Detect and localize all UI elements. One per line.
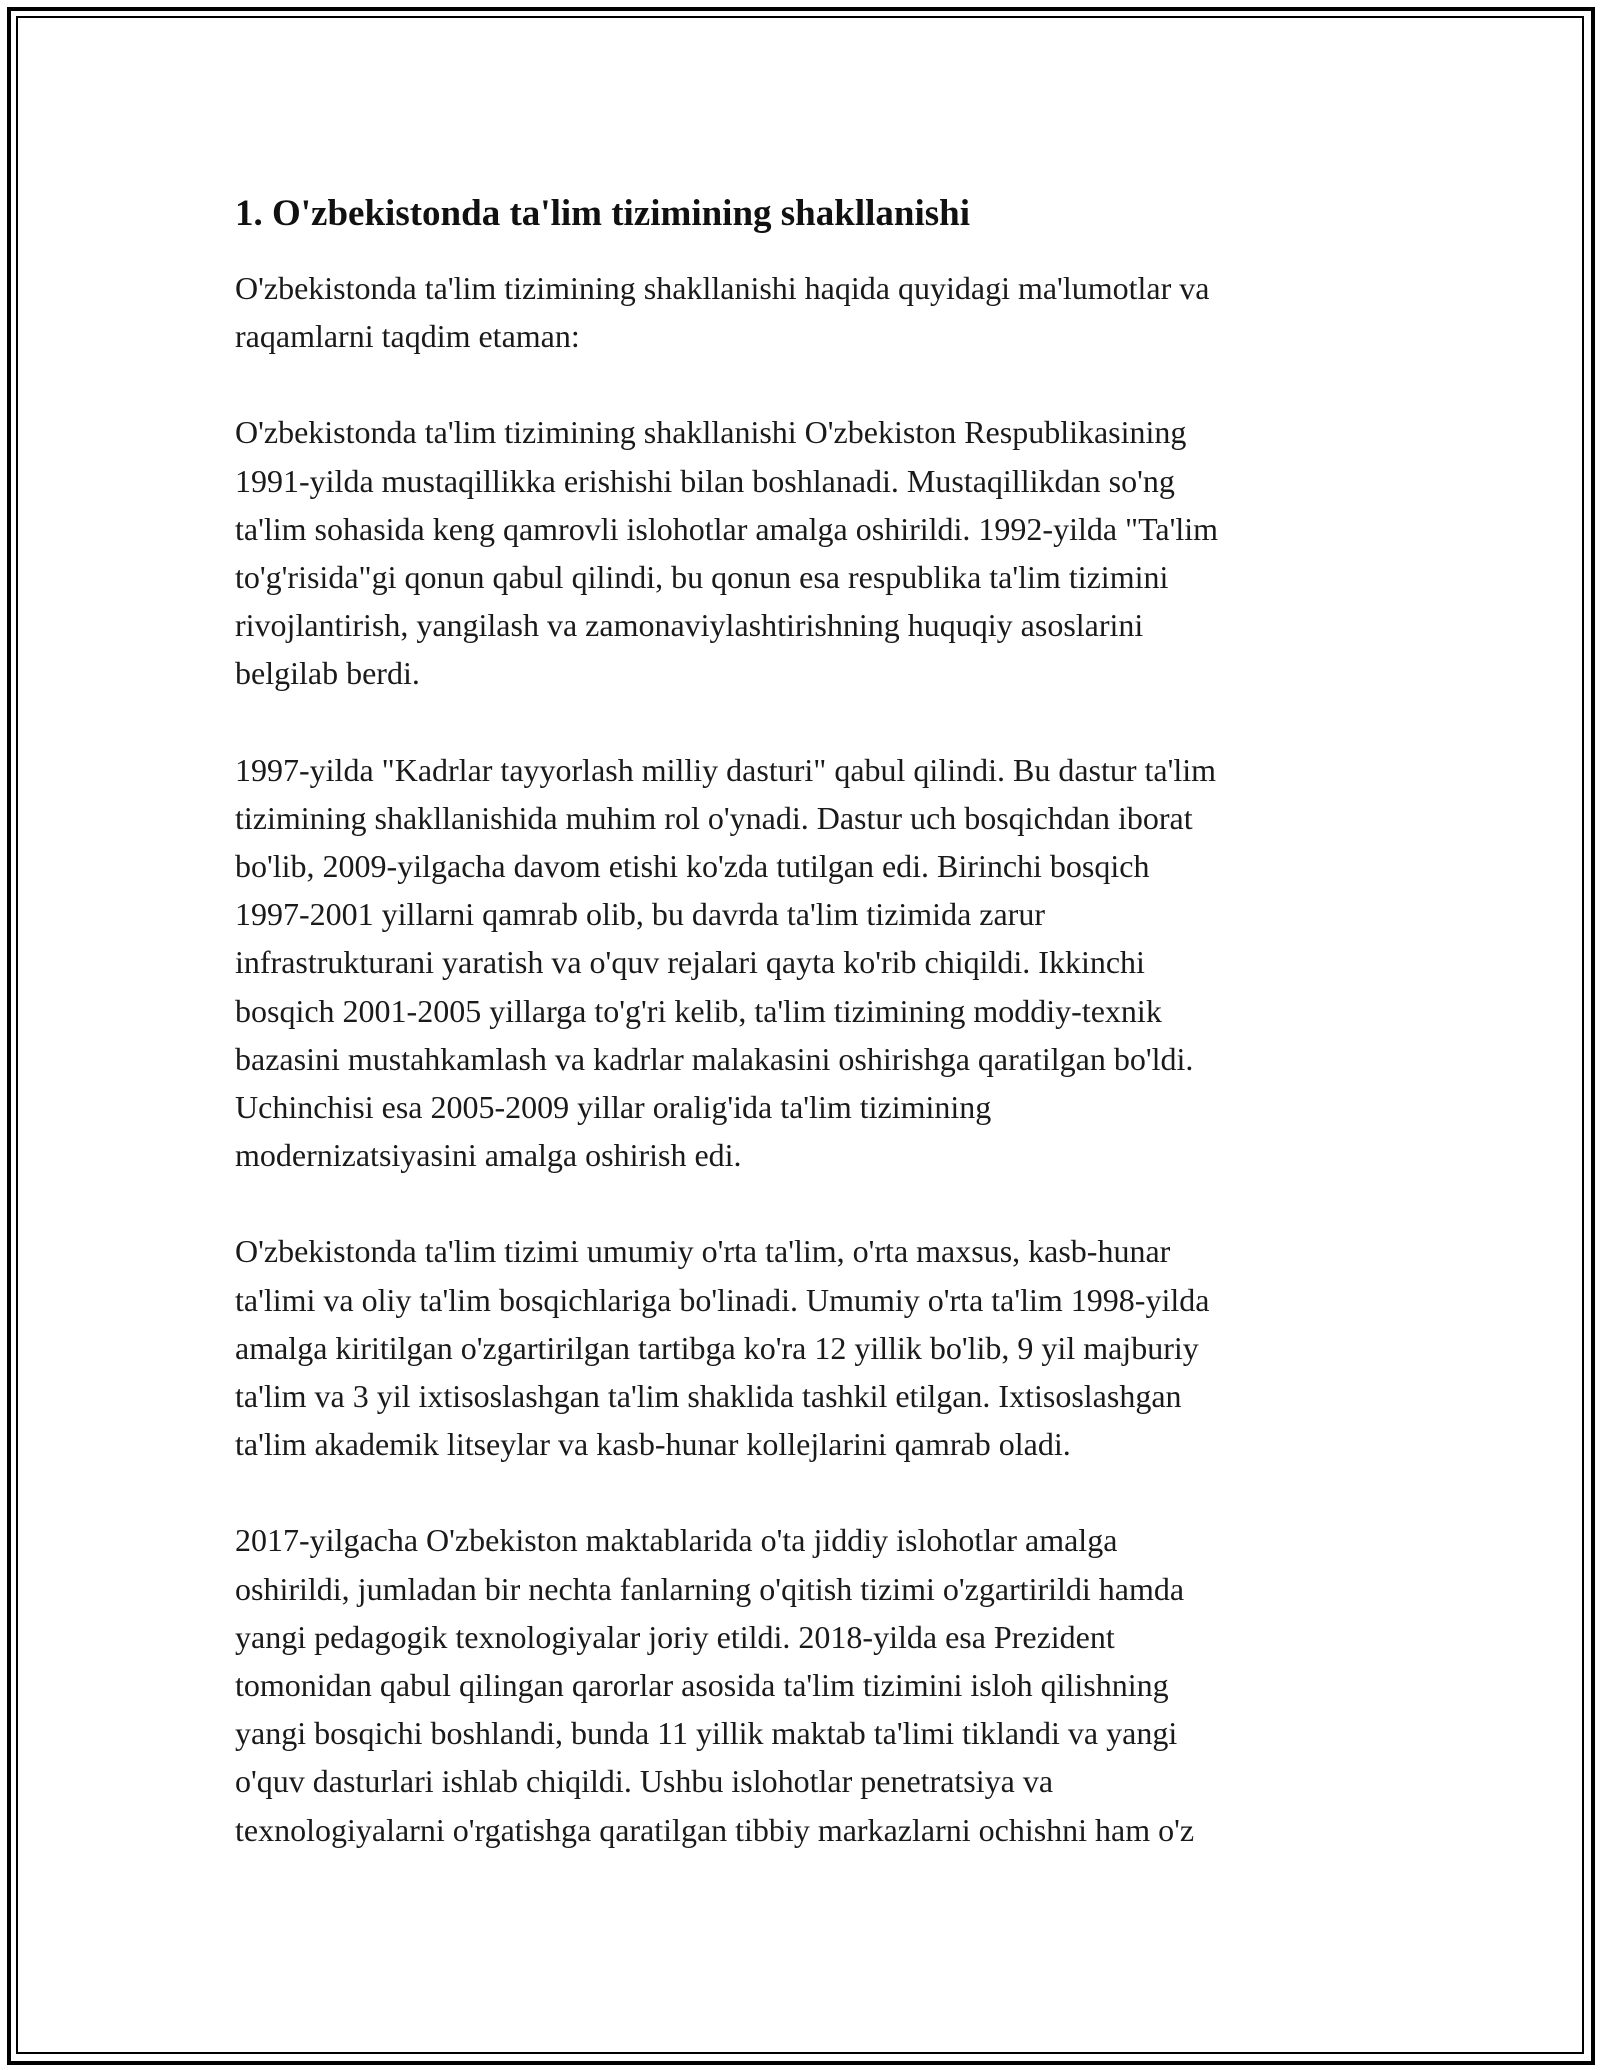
paragraph-reforms: 2017-yilgacha O'zbekiston maktablarida o'ta jiddiy islohotlar amalga oshirildi, jumladan bir nechta fanlarning o'qitish tizimi o'zgartirildi hamda yangi pedagogik texnologiyalar joriy etildi. 2018-yilda esa Prezident tomonidan qabul qilingan qarorlar asosida ta'lim tizimini isloh qilishning yangi bosqichi boshlandi, bunda 11 yillik maktab ta'limi tiklandi va yangi o'quv dasturlari ishlab chiqildi. Ushbu islohotlar penetratsiya va texnologiyalarni o'rgatishga qaratilgan tibbiy markazlarni ochishni ham o'z xyxy=(235,1522,1195,1848)
section-heading: 1. O'zbekistonda ta'lim tizimining shakllanishi xyxy=(235,193,971,234)
paragraph-intro: O'zbekistonda ta'lim tizimining shakllanishi haqida quyidagi ma'lumotlar va raqamlarni taqdim etaman: xyxy=(235,270,1210,355)
paragraph-national-program: 1997-yilda "Kadrlar tayyorlash milliy dasturi" qabul qilindi. Bu dastur ta'lim tizimining shakllanishida muhim rol o'ynadi. Dastur uch bosqichdan iborat bo'lib, 2009-yilgacha davom etishi ko'zda tutilgan edi. Birinchi bosqich 1997-2001 yillarni qamrab olib, bu davrda ta'lim tizimida zarur infrastrukturani yaratish va o'quv rejalari qayta ko'rib chiqildi. Ikkinchi bosqich 2001-2005 yillarga to'g'ri kelib, ta'lim tizimining moddiy-texnik bazasini mustahkamlash va kadrlar malakasini oshirishga qaratilgan bo'ldi. Uchinchisi esa 2005-2009 yillar oralig'ida ta'lim tizimining modernizatsiyasini amalga oshirish edi. xyxy=(235,751,1217,1174)
paragraph-independence: O'zbekistonda ta'lim tizimining shakllanishi O'zbekiston Respublikasining 1991-yilda mustaqillikka erishishi bilan boshlanadi. Mustaqillikdan so'ng ta'lim sohasida keng qamrovli islohotlar amalga oshirildi. 1992-yilda "Ta'lim to'g'risida"gi qonun qabul qilindi, bu qonun esa respublika ta'lim tizimini rivojlantirish, yangilash va zamonaviylashtirishning huquqiy asoslarini belgilab berdi. xyxy=(235,414,1219,692)
document-body xyxy=(235,186,1385,1902)
paragraph-education-levels: O'zbekistonda ta'lim tizimi umumiy o'rta ta'lim, o'rta maxsus, kasb-hunar ta'limi va oliy ta'lim bosqichlariga bo'linadi. Umumiy o'rta ta'lim 1998-yilda amalga kiritilgan o'zgartirilgan tartibga ko'ra 12 yillik bo'lib, 9 yil majburiy ta'lim va 3 yil ixtisoslashgan ta'lim shaklida tashkil etilgan. Ixtisoslashgan ta'lim akademik litseylar va kasb-hunar kollejlarini qamrab oladi. xyxy=(235,1233,1210,1463)
